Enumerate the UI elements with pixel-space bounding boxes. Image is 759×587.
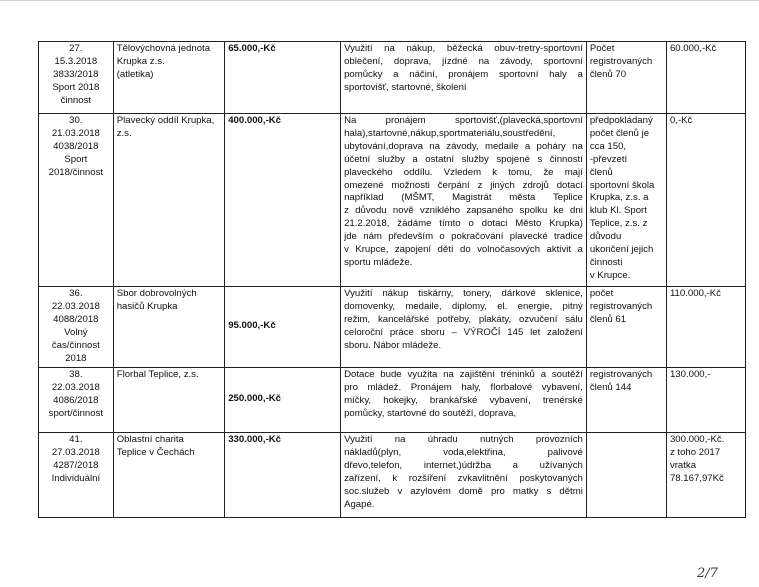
purpose-cell-line: zařízení, k rozšíření zvkavlitnění poskytovaných bbox=[344, 473, 583, 485]
purpose-cell-line: Využití na úhradu nutných provozních bbox=[344, 434, 583, 446]
purpose-cell-line: hala),startovné,nákup,sportmateriálu,soustředění, bbox=[344, 127, 556, 139]
members-note-cell-line: členů 70 bbox=[589, 68, 627, 80]
amount-cell bbox=[225, 287, 341, 368]
table-row bbox=[39, 433, 746, 518]
previous-grant-cell-line: 60.000,-Kč bbox=[669, 43, 717, 54]
purpose-cell bbox=[341, 114, 587, 287]
organization-cell-line: Teplice v Čechách bbox=[116, 447, 195, 459]
members-note-cell-line: Krupka, z.s. a bbox=[589, 192, 649, 204]
organization-cell-line: Florbal Teplice, z.s. bbox=[116, 369, 199, 381]
ref-cell-line: sport/činnost bbox=[48, 408, 104, 420]
ref-cell-line: Sport bbox=[64, 153, 88, 165]
purpose-cell bbox=[341, 368, 587, 433]
ref-cell-line: 21.03.2018 bbox=[51, 127, 100, 139]
ref-cell bbox=[39, 114, 114, 287]
previous-grant-cell-line: 0,-Kč bbox=[669, 115, 693, 126]
ref-cell-line: 22.03.2018 bbox=[51, 382, 100, 394]
ref-cell-line: 4086/2018 bbox=[53, 395, 99, 407]
purpose-cell-line: v Krupce, zapojení dětí do volnočasových aktivit a bbox=[344, 244, 583, 256]
ref-cell-line: 4287/2018 bbox=[53, 460, 99, 472]
members-note-cell-line: registrovaných bbox=[589, 369, 653, 381]
ref-cell-line: 41. bbox=[69, 434, 83, 446]
members-note-cell-line: cca 150, bbox=[589, 140, 627, 152]
ref-cell-line: 30. bbox=[69, 115, 83, 126]
page-top-edge bbox=[0, 0, 759, 1]
table-row bbox=[39, 368, 746, 433]
members-note-cell bbox=[586, 114, 666, 287]
ref-cell-line: Individuální bbox=[51, 473, 101, 485]
previous-grant-cell bbox=[666, 287, 745, 368]
purpose-cell-line: režim, kancelářské potřeby, plakáty, ozvučení sálu bbox=[344, 313, 583, 325]
purpose-cell-line: například (MŠMT, Magistrát města Teplice bbox=[344, 192, 583, 204]
grants-table bbox=[38, 41, 746, 518]
previous-grant-cell-line: 78.167,97Kč bbox=[669, 473, 724, 485]
purpose-cell-line: sportu mládeže. bbox=[344, 256, 413, 268]
previous-grant-cell-line: 110.000,-Kč bbox=[669, 288, 721, 299]
purpose-cell-line: Dotace bude využita na zajištění tréninků a soutěží bbox=[344, 369, 583, 381]
members-note-cell-line: v Krupce. bbox=[589, 269, 631, 281]
members-note-cell-line: členů 144 bbox=[589, 382, 632, 394]
organization-cell-line: Tělovýchovná jednota bbox=[116, 43, 211, 54]
amount-cell bbox=[225, 433, 341, 518]
organization-cell bbox=[113, 368, 225, 433]
members-note-cell-line: činnosti bbox=[589, 256, 623, 268]
purpose-cell-line: sportovišť, startovné, školení bbox=[344, 81, 467, 93]
previous-grant-cell bbox=[666, 42, 745, 114]
purpose-cell-line: omezené možnosti čerpání z jiných zdrojů dotací bbox=[344, 179, 583, 191]
members-note-cell-line: registrovaných bbox=[589, 55, 653, 67]
purpose-cell-line: míčky, hokejky, brankářské vybavení, trenérské bbox=[344, 395, 583, 407]
members-note-cell-line: -převzetí bbox=[589, 153, 628, 165]
purpose-cell-line: soc.služeb v azylovém domě pro matky s dětmi bbox=[344, 486, 583, 498]
purpose-cell-line: dřevo,telefon, internet,)údržba a užívaných bbox=[344, 460, 583, 472]
purpose-cell-line: 21.2.2018, žádáme tímto o dotaci Město Krupka) bbox=[344, 218, 583, 230]
purpose-cell-line: domovenky, medaile, diplomy, el. energie, pitný bbox=[344, 300, 583, 312]
purpose-cell-line: ubytování,doprava na závody, medaile a poháry na bbox=[344, 140, 583, 152]
purpose-cell bbox=[341, 287, 587, 368]
ref-cell-line: 4088/2018 bbox=[53, 313, 99, 325]
ref-cell-line: 2018/činnost bbox=[48, 166, 104, 178]
members-note-cell-line: Teplice, z.s. z bbox=[589, 218, 648, 230]
requested-amount: 65.000,-Kč bbox=[228, 43, 276, 54]
purpose-cell-line: Agapé. bbox=[344, 498, 375, 510]
previous-grant-cell-line: 130.000,- bbox=[669, 369, 711, 381]
ref-cell-line: 2018 bbox=[65, 352, 87, 364]
previous-grant-cell-line: z toho 2017 bbox=[669, 447, 721, 459]
requested-amount: 250.000,-Kč bbox=[228, 393, 282, 405]
ref-cell bbox=[39, 287, 114, 368]
members-note-cell-line: sportovní škola bbox=[589, 179, 655, 191]
page-number-handwritten: 2/7 bbox=[697, 566, 718, 581]
organization-cell-line: hasičů Krupka bbox=[116, 300, 178, 312]
members-note-cell bbox=[586, 433, 666, 518]
ref-cell bbox=[39, 368, 114, 433]
table-row bbox=[39, 114, 746, 287]
ref-cell-line: 27.03.2018 bbox=[51, 447, 100, 459]
organization-cell bbox=[113, 114, 225, 287]
purpose-cell-line: pro mládež. Pronájem haly, florbalové vybavení, bbox=[344, 382, 583, 394]
amount-cell bbox=[225, 42, 341, 114]
organization-cell-line: Plavecký oddíl Krupka, bbox=[116, 115, 215, 126]
previous-grant-cell bbox=[666, 114, 745, 287]
members-note-cell-line: ukončení jejich bbox=[589, 244, 654, 256]
requested-amount: 95.000,-Kč bbox=[228, 320, 276, 332]
purpose-cell bbox=[341, 42, 587, 114]
organization-cell-line: Oblastní charita bbox=[116, 434, 184, 446]
requested-amount: 330.000,-Kč bbox=[228, 434, 282, 446]
ref-cell-line: Sport 2018 bbox=[52, 81, 100, 93]
ref-cell bbox=[39, 433, 114, 518]
members-note-cell-line: klub Kl. Sport bbox=[589, 205, 647, 217]
purpose-cell-line: pomůcky, startovné do soutěží, doprava, bbox=[344, 408, 517, 420]
organization-cell-line: Krupka z.s. bbox=[116, 55, 165, 67]
previous-grant-cell bbox=[666, 433, 745, 518]
table-row bbox=[39, 287, 746, 368]
organization-cell bbox=[113, 433, 225, 518]
purpose-cell-line: jde nám především o pokračování plavecké tradice bbox=[344, 231, 583, 243]
organization-cell bbox=[113, 42, 225, 114]
amount-cell bbox=[225, 114, 341, 287]
members-note-cell bbox=[586, 287, 666, 368]
organization-cell-line: z.s. bbox=[116, 127, 132, 139]
grants-table-body bbox=[39, 42, 746, 518]
amount-cell bbox=[225, 368, 341, 433]
purpose-cell-line: nákladů(plyn, voda,elektřina, palivové bbox=[344, 447, 583, 459]
ref-cell-line: 36. bbox=[69, 288, 83, 299]
organization-cell bbox=[113, 287, 225, 368]
previous-grant-cell-line: 300.000,-Kč. bbox=[669, 434, 725, 446]
purpose-cell-line: oblečení, doprava, jízdné na závody, sportovní bbox=[344, 55, 583, 67]
members-note-cell-line: předpokládaný bbox=[589, 115, 653, 126]
purpose-cell bbox=[341, 433, 587, 518]
ref-cell-line: 22.03.2018 bbox=[51, 300, 100, 312]
purpose-cell-line: účetní služby a ostatní služby spojené s činností bbox=[344, 153, 583, 165]
members-note-cell-line: počet bbox=[589, 288, 614, 299]
members-note-cell-line: členů bbox=[589, 166, 613, 178]
ref-cell-line: 15.3.2018 bbox=[54, 55, 98, 67]
ref-cell-line: 4038/2018 bbox=[53, 140, 99, 152]
ref-cell bbox=[39, 42, 114, 114]
requested-amount: 400.000,-Kč bbox=[228, 115, 282, 126]
purpose-cell-line: Využití nákup tiskárny, tonery, dárkové sklenice, bbox=[344, 288, 583, 299]
members-note-cell bbox=[586, 42, 666, 114]
members-note-cell-line: členů 61 bbox=[589, 313, 627, 325]
ref-cell-line: Volný bbox=[64, 326, 88, 338]
members-note-cell-line: Počet bbox=[589, 43, 615, 54]
purpose-cell-line: Na pronájem sportovišť,(plavecká,sportovní bbox=[344, 115, 583, 126]
organization-cell-line: Sbor dobrovolných bbox=[116, 288, 197, 299]
ref-cell-line: činnost bbox=[60, 94, 92, 106]
members-note-cell bbox=[586, 368, 666, 433]
previous-grant-cell bbox=[666, 368, 745, 433]
ref-cell-line: 3833/2018 bbox=[53, 68, 99, 80]
purpose-cell-line: celoroční práce sboru – VÝROČÍ 145 let založení bbox=[344, 326, 583, 338]
table-row bbox=[39, 42, 746, 114]
members-note-cell-line: důvodu bbox=[589, 231, 622, 243]
ref-cell-line: čas/činnost bbox=[51, 339, 100, 351]
purpose-cell-line: plaveckého oddílu. Vzledem k tomu, že mají bbox=[344, 166, 583, 178]
organization-cell-line: (atletika) bbox=[116, 68, 154, 80]
purpose-cell-line: sboru. Nábor mládeže. bbox=[344, 339, 442, 351]
purpose-cell-line: Využití na nákup, běžecká obuv-tretry-sportovní bbox=[344, 43, 583, 54]
ref-cell-line: 38. bbox=[69, 369, 83, 381]
ref-cell-line: 27. bbox=[69, 43, 83, 54]
purpose-cell-line: pomůcky a náčiní, pronájem sportovní haly a bbox=[344, 68, 583, 80]
purpose-cell-line: z důvodu nově vzniklého zapsaného spolku ke dni bbox=[344, 205, 583, 217]
members-note-cell-line: registrovaných bbox=[589, 300, 653, 312]
previous-grant-cell-line: vratka bbox=[669, 460, 697, 472]
members-note-cell-line: počet členů je bbox=[589, 127, 650, 139]
